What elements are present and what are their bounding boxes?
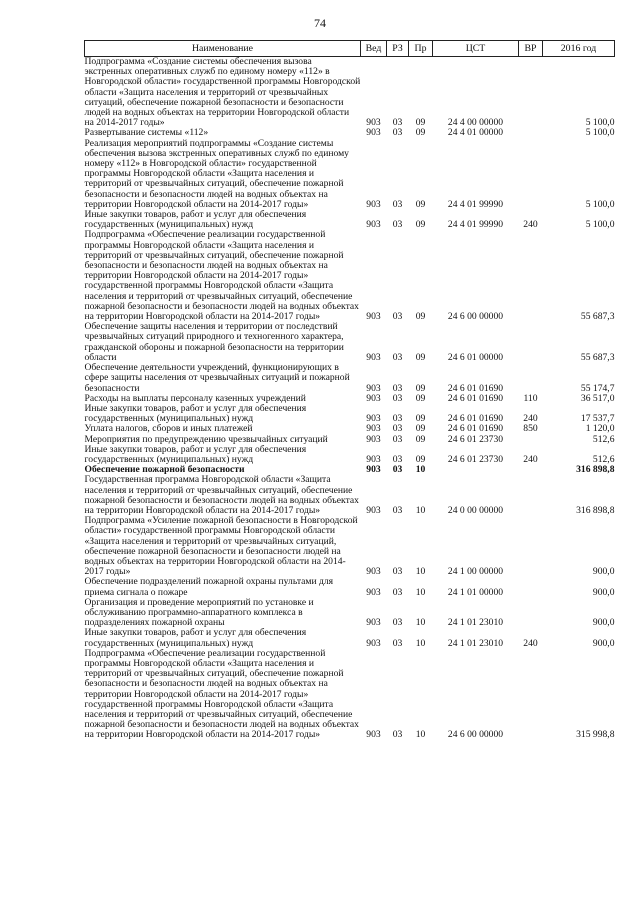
row-cst: 24 4 01 00000 bbox=[447, 127, 504, 139]
row-ved: 903 bbox=[366, 392, 381, 404]
table-row bbox=[85, 445, 615, 465]
row-rz: 03 bbox=[392, 504, 403, 516]
header-ved: Вед bbox=[361, 41, 387, 57]
row-vr bbox=[519, 322, 543, 363]
row-ved: 903 bbox=[366, 586, 381, 598]
header-pr: Пр bbox=[409, 41, 433, 57]
row-vr bbox=[519, 516, 543, 577]
row-pr: 10 bbox=[415, 566, 426, 578]
row-ved: 903 bbox=[366, 413, 381, 425]
row-cst: 24 6 01 01690 bbox=[447, 423, 504, 435]
row-sum: 315 998,8 bbox=[576, 729, 615, 741]
row-ved: 903 bbox=[366, 504, 381, 516]
row-pr: 09 bbox=[415, 433, 426, 445]
row-cst: 24 4 00 00000 bbox=[447, 117, 504, 129]
table-row bbox=[85, 628, 615, 648]
row-cst: 24 1 01 23010 bbox=[447, 637, 504, 649]
row-name: Развертывание системы «112» bbox=[84, 127, 209, 139]
row-ved: 903 bbox=[366, 617, 381, 629]
row-rz: 03 bbox=[392, 127, 403, 139]
row-sum: 900,0 bbox=[592, 566, 615, 578]
row-sum: 5 100,0 bbox=[585, 219, 615, 231]
row-sum: 5 100,0 bbox=[585, 117, 615, 129]
row-rz: 03 bbox=[392, 453, 403, 465]
row-ved: 903 bbox=[366, 423, 381, 435]
row-sum: 512,6 bbox=[592, 453, 615, 465]
page-number: 74 bbox=[314, 16, 326, 30]
row-vr: 240 bbox=[523, 637, 538, 649]
row-sum: 900,0 bbox=[592, 586, 615, 598]
row-cst: 24 1 01 00000 bbox=[447, 586, 504, 598]
header-cst: ЦСТ bbox=[433, 41, 519, 57]
row-rz: 03 bbox=[392, 586, 403, 598]
row-rz: 03 bbox=[392, 351, 403, 363]
row-vr bbox=[519, 363, 543, 394]
row-rz: 03 bbox=[392, 433, 403, 445]
row-sum: 36 517,0 bbox=[580, 392, 615, 404]
row-pr: 10 bbox=[415, 464, 426, 476]
row-name: Уплата налогов, сборов и иных платежей bbox=[84, 423, 253, 435]
row-pr: 09 bbox=[415, 423, 426, 435]
row-ved: 903 bbox=[366, 117, 381, 129]
row-name: Реализация мероприятий подпрограммы «Создание системы обеспечения вызова экстренных оперативных служб по единому номеру «112» в Новгородской области» государственной программы Новгородской области «Защита населения и территорий от чрезвычайных ситуаций, обеспечение пожарной безопасности и безопасности людей на водных объектах на территории Новгородской области на 2014-2017 годы» bbox=[84, 137, 349, 210]
row-pr: 10 bbox=[415, 586, 426, 598]
row-sum: 512,6 bbox=[592, 433, 615, 445]
row-pr: 09 bbox=[415, 117, 426, 129]
row-name: Обеспечение защиты населения и территории от последствий чрезвычайных ситуаций природного и техногенного характера, гражданской обороны и пожарной безопасности на территории области bbox=[84, 321, 344, 363]
row-vr bbox=[519, 57, 543, 129]
row-vr: 850 bbox=[523, 423, 538, 435]
row-ved: 903 bbox=[366, 464, 381, 476]
row-name: Организация и проведение мероприятий по установке и обслуживанию программно-аппаратного комплекса в подразделениях пожарной охраны bbox=[84, 596, 314, 629]
header-vr: ВР bbox=[519, 41, 543, 57]
row-rz: 03 bbox=[392, 617, 403, 629]
row-vr bbox=[519, 649, 543, 741]
header-year: 2016 год bbox=[543, 41, 615, 57]
row-rz: 03 bbox=[392, 382, 403, 394]
table-row bbox=[85, 139, 615, 210]
row-pr: 09 bbox=[415, 127, 426, 139]
row-rz: 03 bbox=[392, 311, 403, 323]
row-cst: 24 6 01 01690 bbox=[447, 413, 504, 425]
row-sum: 5 100,0 bbox=[585, 127, 615, 139]
row-ved: 903 bbox=[366, 637, 381, 649]
header-name: Наименование bbox=[85, 41, 361, 57]
row-rz: 03 bbox=[392, 423, 403, 435]
row-name: Мероприятия по предупреждению чрезвычайных ситуаций bbox=[84, 433, 328, 445]
row-pr: 10 bbox=[415, 504, 426, 516]
row-rz: 03 bbox=[392, 464, 403, 476]
table-row bbox=[85, 598, 615, 629]
table-row bbox=[85, 577, 615, 597]
row-rz: 03 bbox=[392, 729, 403, 741]
row-sum: 55 174,7 bbox=[580, 382, 615, 394]
row-sum: 55 687,3 bbox=[580, 311, 615, 323]
row-ved: 903 bbox=[366, 127, 381, 139]
row-sum: 5 100,0 bbox=[585, 198, 615, 210]
row-name: Расходы на выплаты персоналу казенных учреждений bbox=[84, 392, 306, 404]
row-name: Обеспечение пожарной безопасности bbox=[84, 464, 245, 476]
row-sum: 17 537,7 bbox=[580, 413, 615, 425]
row-cst: 24 6 01 00000 bbox=[447, 351, 504, 363]
row-vr bbox=[519, 465, 543, 475]
row-cst: 24 1 00 00000 bbox=[447, 566, 504, 578]
row-ved: 903 bbox=[366, 566, 381, 578]
row-rz: 03 bbox=[392, 219, 403, 231]
row-ved: 903 bbox=[366, 198, 381, 210]
row-pr: 09 bbox=[415, 382, 426, 394]
row-name: Иные закупки товаров, работ и услуг для обеспечения государственных (муниципальных) нужд bbox=[84, 443, 307, 465]
table-header-row bbox=[85, 41, 615, 57]
row-ved: 903 bbox=[366, 382, 381, 394]
table-row bbox=[85, 516, 615, 577]
row-vr bbox=[519, 475, 543, 516]
row-pr: 10 bbox=[415, 729, 426, 741]
row-cst: 24 6 00 00000 bbox=[447, 311, 504, 323]
row-cst: 24 6 01 23730 bbox=[447, 453, 504, 465]
row-rz: 03 bbox=[392, 392, 403, 404]
row-rz: 03 bbox=[392, 637, 403, 649]
row-cst: 24 4 01 99990 bbox=[447, 198, 504, 210]
row-vr: 240 bbox=[523, 453, 538, 465]
row-sum: 1 120,0 bbox=[585, 423, 615, 435]
row-vr bbox=[519, 139, 543, 210]
row-vr: 240 bbox=[523, 219, 538, 231]
row-cst: 24 6 01 01690 bbox=[447, 392, 504, 404]
row-vr bbox=[519, 577, 543, 597]
row-name: Подпрограмма «Создание системы обеспечения вызова экстренных оперативных служб по единому номеру «112» в Новгородской области» государственной программы Новгородской области «Защита населения и территорий от чрезвычайных ситуаций, обеспечение пожарной безопасности и безопасности людей на водных объектах на территории Новгородской области на 2014-2017 годы» bbox=[84, 56, 361, 129]
row-vr bbox=[519, 435, 543, 445]
row-name: Обеспечение подразделений пожарной охраны пультами для приема сигнала о пожаре bbox=[84, 576, 334, 598]
row-ved: 903 bbox=[366, 351, 381, 363]
table-row bbox=[85, 404, 615, 424]
row-cst: 24 0 00 00000 bbox=[447, 504, 504, 516]
row-sum: 900,0 bbox=[592, 617, 615, 629]
row-vr: 240 bbox=[523, 413, 538, 425]
row-sum: 316 898,8 bbox=[576, 504, 615, 516]
row-name: Иные закупки товаров, работ и услуг для обеспечения государственных (муниципальных) нужд bbox=[84, 627, 307, 649]
row-pr: 09 bbox=[415, 219, 426, 231]
table-row bbox=[85, 322, 615, 363]
row-ved: 903 bbox=[366, 453, 381, 465]
row-cst: 24 1 01 23010 bbox=[447, 617, 504, 629]
row-sum: 900,0 bbox=[592, 637, 615, 649]
row-vr: 110 bbox=[523, 392, 538, 404]
row-rz: 03 bbox=[392, 566, 403, 578]
row-name: Подпрограмма «Усиление пожарной безопасности в Новгородской области» государственной программы Новгородской области «Защита населения и территорий от чрезвычайных ситуаций, обеспечение пожарной безопасности и безопасности людей на водных объектах на территории Новгородской области на 2014-2017 годы» bbox=[84, 515, 358, 578]
row-pr: 09 bbox=[415, 311, 426, 323]
row-pr: 10 bbox=[415, 637, 426, 649]
row-name: Обеспечение деятельности учреждений, функционирующих в сфере защиты населения от чрезвычайных ситуаций и пожарной безопасности bbox=[84, 362, 350, 394]
row-pr: 09 bbox=[415, 392, 426, 404]
row-pr: 09 bbox=[415, 453, 426, 465]
row-sum: 55 687,3 bbox=[580, 351, 615, 363]
row-name: Иные закупки товаров, работ и услуг для обеспечения государственных (муниципальных) нужд bbox=[84, 402, 307, 425]
row-ved: 903 bbox=[366, 219, 381, 231]
table-row bbox=[85, 424, 615, 434]
row-rz: 03 bbox=[392, 198, 403, 210]
table-body bbox=[85, 57, 615, 741]
table-row bbox=[85, 475, 615, 516]
row-pr: 09 bbox=[415, 413, 426, 425]
budget-table bbox=[84, 40, 615, 741]
row-pr: 10 bbox=[415, 617, 426, 629]
row-ved: 903 bbox=[366, 433, 381, 445]
row-sum: 316 898,8 bbox=[576, 464, 615, 476]
table-row bbox=[85, 57, 615, 129]
row-rz: 03 bbox=[392, 413, 403, 425]
row-cst: 24 6 00 00000 bbox=[447, 729, 504, 741]
row-ved: 903 bbox=[366, 311, 381, 323]
row-cst bbox=[433, 465, 519, 475]
row-vr bbox=[519, 230, 543, 322]
table-row bbox=[85, 210, 615, 230]
row-rz: 03 bbox=[392, 117, 403, 129]
table-row bbox=[85, 363, 615, 394]
row-cst: 24 4 01 99990 bbox=[447, 219, 504, 231]
row-cst: 24 6 01 23730 bbox=[447, 433, 504, 445]
row-vr bbox=[519, 128, 543, 138]
row-name: Государственная программа Новгородской области «Защита населения и территорий от чрезвычайных ситуаций, обеспечение пожарной безопасности и безопасности людей на водных объектах на территории Новгородской области на 2014-2017 годы» bbox=[84, 474, 359, 516]
row-name: Подпрограмма «Обеспечение реализации государственной программы Новгородской области «Защита населения и территорий от чрезвычайных ситуаций, обеспечение пожарной безопасности и безопасности людей на водных объектах на территории Новгородской области на 2014-2017 годы» государственной программы Новгородской области «Защита населения и территорий от чрезвычайных ситуаций, обеспечение пожарной безопасности и безопасности людей на водных объектах на территории Новгородской области на 2014-2017 годы» bbox=[84, 647, 359, 741]
row-pr: 09 bbox=[415, 351, 426, 363]
row-pr: 09 bbox=[415, 198, 426, 210]
row-name: Иные закупки товаров, работ и услуг для обеспечения государственных (муниципальных) нужд bbox=[84, 209, 307, 231]
row-ved: 903 bbox=[366, 729, 381, 741]
table-row bbox=[85, 649, 615, 741]
header-rz: РЗ bbox=[387, 41, 409, 57]
row-vr bbox=[519, 598, 543, 629]
table-row bbox=[85, 230, 615, 322]
row-cst: 24 6 01 01690 bbox=[447, 382, 504, 394]
row-name: Подпрограмма «Обеспечение реализации государственной программы Новгородской области «Защита населения и территорий от чрезвычайных ситуаций, обеспечение пожарной безопасности и безопасности людей на водных объектах на территории Новгородской области на 2014-2017 годы» государственной программы Новгородской области «Защита населения и территорий от чрезвычайных ситуаций, обеспечение пожарной безопасности и безопасности людей на водных объектах на территории Новгородской области на 2014-2017 годы» bbox=[84, 229, 359, 323]
